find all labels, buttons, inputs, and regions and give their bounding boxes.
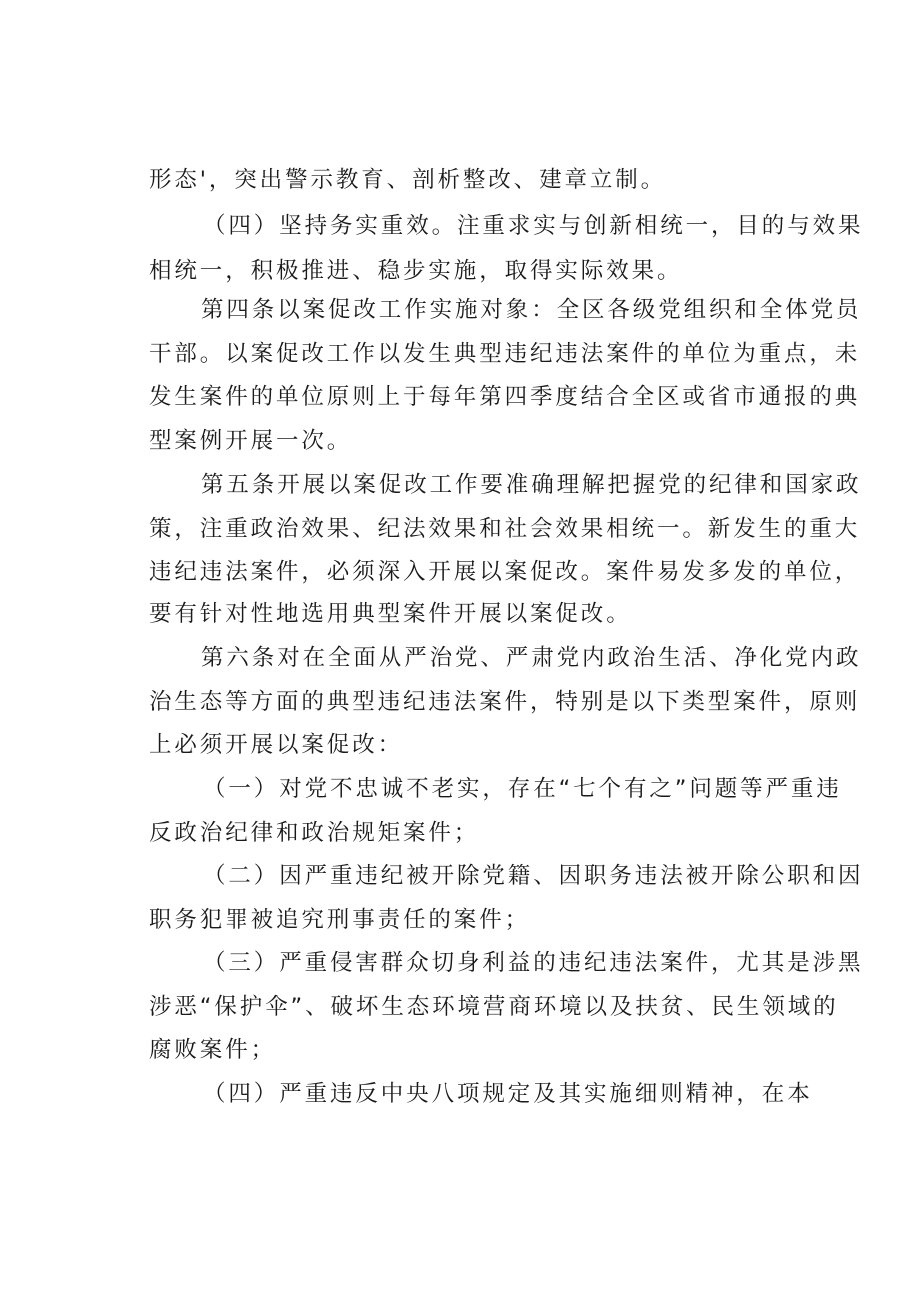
text-line: 干部。以案促改工作以发生典型违纪违法案件的单位为重点，未 (149, 341, 861, 367)
text-line: （四）坚持务实重效。注重求实与创新相统一，目的与效果 (203, 213, 864, 239)
text-line: 上必须开展以案促改： (149, 732, 404, 758)
text-line: 腐败案件； (149, 1037, 277, 1063)
text-line: 第五条开展以案促改工作要准确理解把握党的纪律和国家政 (201, 472, 862, 498)
text-line: 发生案件的单位原则上于每年第四季度结合全区或省市通报的典 (149, 384, 861, 410)
text-line: 要有针对性地选用典型案件开展以案促改。 (149, 601, 632, 627)
text-line: 策，注重政治效果、纪法效果和社会效果相统一。新发生的重大 (149, 516, 861, 542)
text-line: （四）严重违反中央八项规定及其实施细则精神，在本 (203, 1081, 813, 1107)
text-line: （三）严重侵害群众切身利益的违纪违法案件，尤其是涉黑 (203, 950, 864, 976)
text-line: 第六条对在全面从严治党、严肃党内政治生活、净化党内政 (201, 645, 862, 671)
text-line: 涉恶“保护伞”、破坏生态环境营商环境以及扶贫、民生领域的 (149, 994, 839, 1020)
text-line: 治生态等方面的典型违纪违法案件，特别是以下类型案件，原则 (149, 689, 861, 715)
text-line: 相统一，积极推进、稳步实施，取得实际效果。 (149, 258, 683, 284)
text-line: （二）因严重违纪被开除党籍、因职务违法被开除公职和因 (203, 863, 864, 889)
text-line: 型案例开展一次。 (149, 428, 353, 454)
text-line: 违纪违法案件，必须深入开展以案促改。案件易发多发的单位， (149, 559, 861, 585)
text-line: 第四条以案促改工作实施对象：全区各级党组织和全体党员 (201, 297, 862, 323)
text-line: 职务犯罪被追究刑事责任的案件； (149, 907, 531, 933)
text-line: 形态'，突出警示教育、剖析整改、建章立制。 (149, 167, 667, 193)
text-line: 反政治纪律和政治规矩案件； (149, 820, 480, 846)
text-line: （一）对党不忠诚不老实，存在“七个有之”问题等严重违 (203, 776, 842, 802)
